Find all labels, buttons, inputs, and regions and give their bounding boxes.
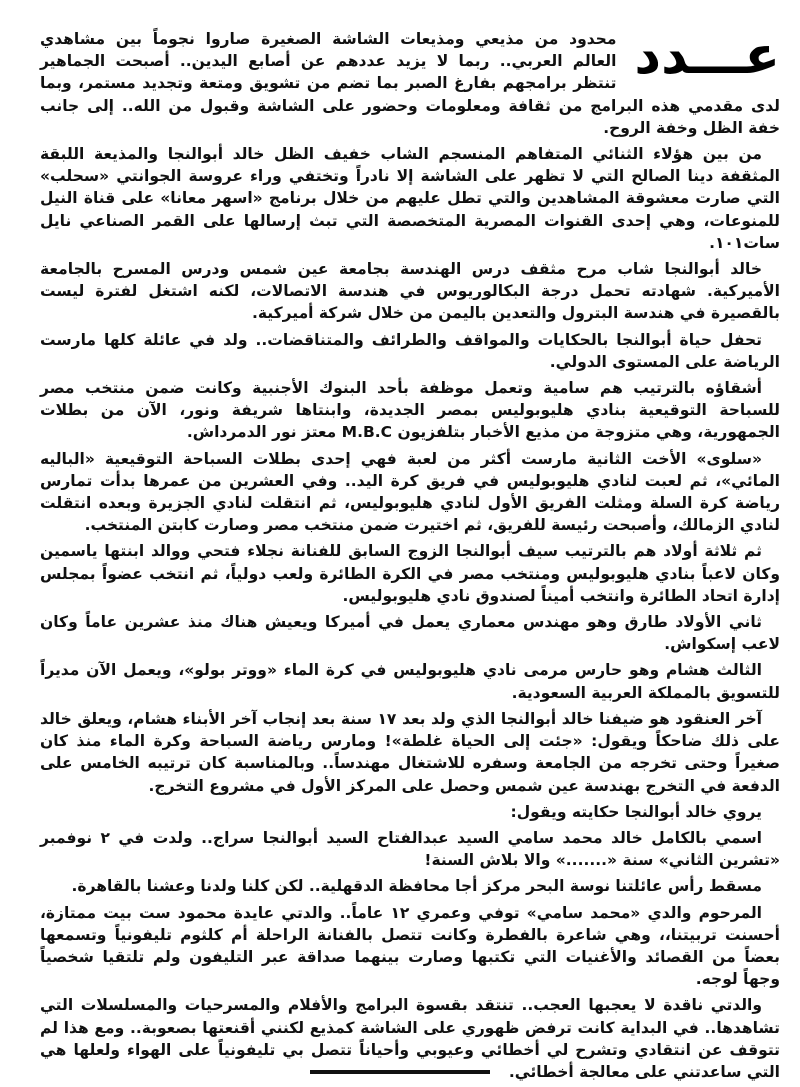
paragraph: ثم ثلاثة أولاد هم بالترتيب سيف أبوالنجا الزوج السابق للفنانة نجلاء فتحي ووالد ابنتها ياسمين وكان لاعباً بنادي هليوبوليس ومنتخب مصر في الكرة الطائرة ولعب دولياً، ثم انتخب عضواً بمجلس إدارة اتحاد الطائرة وانتخب أميناً لصندوق نادي هليوبوليس.: [40, 542, 780, 605]
paragraph: تحفل حياة أبوالنجا بالحكايات والمواقف والطرائف والمتناقضات.. ولد في عائلة كلها مارست الرياضة على المستوى الدولي.: [40, 330, 780, 371]
paragraph: ثاني الأولاد طارق وهو مهندس معماري يعمل في أميركا ويعيش هناك منذ عشرين عاماً وكان لاعب إسكواش.: [40, 613, 780, 654]
paragraph: اسمي بالكامل خالد محمد سامي السيد عبدالفتاح السيد أبوالنجا سراج.. ولدت في ٢ نوفمبر «تشرين الثاني» سنة «.......» والا بلاش السنة!: [40, 828, 780, 870]
paragraph: من بين هؤلاء الثنائي المتفاهم المنسجم الشاب خفيف الظل خالد أبوالنجا والمذيعة اللبقة المثقفة دينا الصالح التي لا تظهر على الشاشة إلا نادراً وتختفي وراء عروسة الجوانتي «سحلب» التي صارت معشوقة المشاهدين والتي تطل عليهم من خلال برنامج «اسهر معانا» على قناة النيل للمنوعات، وهي إحدى القنوات المصرية المتخصصة التي تبث إرسالها على القمر الصناعي نايل سات١٠١.: [40, 145, 780, 252]
paragraph: الثالث هشام وهو حارس مرمى نادي هليوبوليس في كرة الماء «ووتر بولو»، ويعمل الآن مديراً للتسويق بالمملكة العربية السعودية.: [40, 661, 780, 702]
cut-off-text-bar: [310, 1070, 490, 1074]
paragraph: «سلوى» الأخت الثانية مارست أكثر من لعبة فهي إحدى بطلات السباحة التوقيعية «الباليه المائي»، ثم لعبت لنادي هليوبوليس في فريق كرة اليد.. وفي العشرين من عمرها بدأت تمارس رياضة كرة السلة ومثلت الفريق الأول لنادي هليوبوليس، ثم انتقلت لنادي الجزيرة وبعده انتقلت لنادي الزمالك، وأصبحت رئيسة للفريق، ثم اختيرت ضمن منتخب مصر وصارت كابتن المنتخب.: [40, 449, 780, 535]
paragraph: خالد أبوالنجا شاب مرح مثقف درس الهندسة بجامعة عين شمس ودرس المسرح بالجامعة الأميركية. شهادته تحمل درجة البكالوريوس في هندسة الاتصالات، لكنه اشتغل لفترة ليست بالقصيرة في هندسة البترول والتعدين باليمن من خلال شركة أميركية.: [40, 260, 780, 323]
paragraph: أشقاؤه بالترتيب هم سامية وتعمل موظفة بأحد البنوك الأجنبية وكانت ضمن منتخب مصر للسباحة التوقيعية بنادي هليوبوليس بمصر الجديدة، وابنتاها شريفة ونور، الآن من بطلات الجمهورية، وهي متزوجة من مذيع الأخبار بتلفزيون M.B.C معتز نور الدمرداش.: [40, 379, 780, 442]
paragraph-intro: محدود من مذيعي ومذيعات الشاشة الصغيرة صاروا نجوماً بين مشاهدي العالم العربي.. ربما لا يزيد عددهم عن أصابع اليدين.. أصبحت الجماهير تنتظر برامجهم بفارغ الصبر بما تضم من تشويق ومتعة وتجديد مستمر، وبما لدى مقدمي هذه البرامج من ثقافة ومعلومات وحضور على الشاشة وقبول من الله.. إلى جانب خفة الظل وخفة الروح.: [40, 30, 780, 137]
cut-off-heading-fragment: [0, 1070, 800, 1080]
paragraph: مسقط رأس عائلتنا نوسة البحر مركز أجا محافظة الدقهلية.. لكن كلنا ولدنا وعشنا بالقاهرة.: [71, 877, 762, 896]
paragraph: المرحوم والدي «محمد سامي» توفي وعمري ١٢ عاماً.. والدتي عايدة محمود ست بيت ممتازة، أحسنت تربيتنا،، وهي شاعرة بالفطرة وكانت تتصل بالفنانة الراحلة أم كلثوم تليفونياً وتسمعها بعضاً من القصائد والأغنيات التي تكتبها وصارت بينهما صداقة عبر التليفون ولم تلتقيا شخصياً وجهاً لوجه.: [40, 903, 780, 989]
paragraph: آخر العنقود هو ضيفنا خالد أبوالنجا الذي ولد بعد ١٧ سنة بعد إنجاب آخر الأبناء هشام، ويعلق خالد على ذلك ضاحكاً ويقول: «جئت إلى الحياة غلطة»! ومارس رياضة السباحة وكرة الماء منذ كان صغيراً وحتى تخرجه من الجامعة وسفره للاشتغال مهندساً.. وبالمناسبة كان ترتيبه الخامس على الدفعة في التخرج بهندسة عين شمس وحصل على المركز الأول في مشروع التخرج.: [40, 709, 780, 795]
paragraph: يروي خالد أبوالنجا حكايته ويقول:: [510, 802, 762, 821]
article-body: [40, 28, 780, 1087]
paragraph: والدتي ناقدة لا يعجبها العجب.. تنتقد بقسوة البرامج والأفلام والمسرحيات والمسلسلات التي تشاهدها.. في البداية كانت ترفض ظهوري على الشاشة كمذيع لكنني أقنعتها بصعوبة.. ومع هذا لم تتوقف عن انتقادي وتشرح لي أخطائي وعيوبي وأحياناً تتصل بي تليفونياً على الهواء ولعلها هي التي ساعدتني على معالجة أخطائي.: [40, 996, 780, 1081]
article-headword: عـــدد: [634, 26, 780, 86]
